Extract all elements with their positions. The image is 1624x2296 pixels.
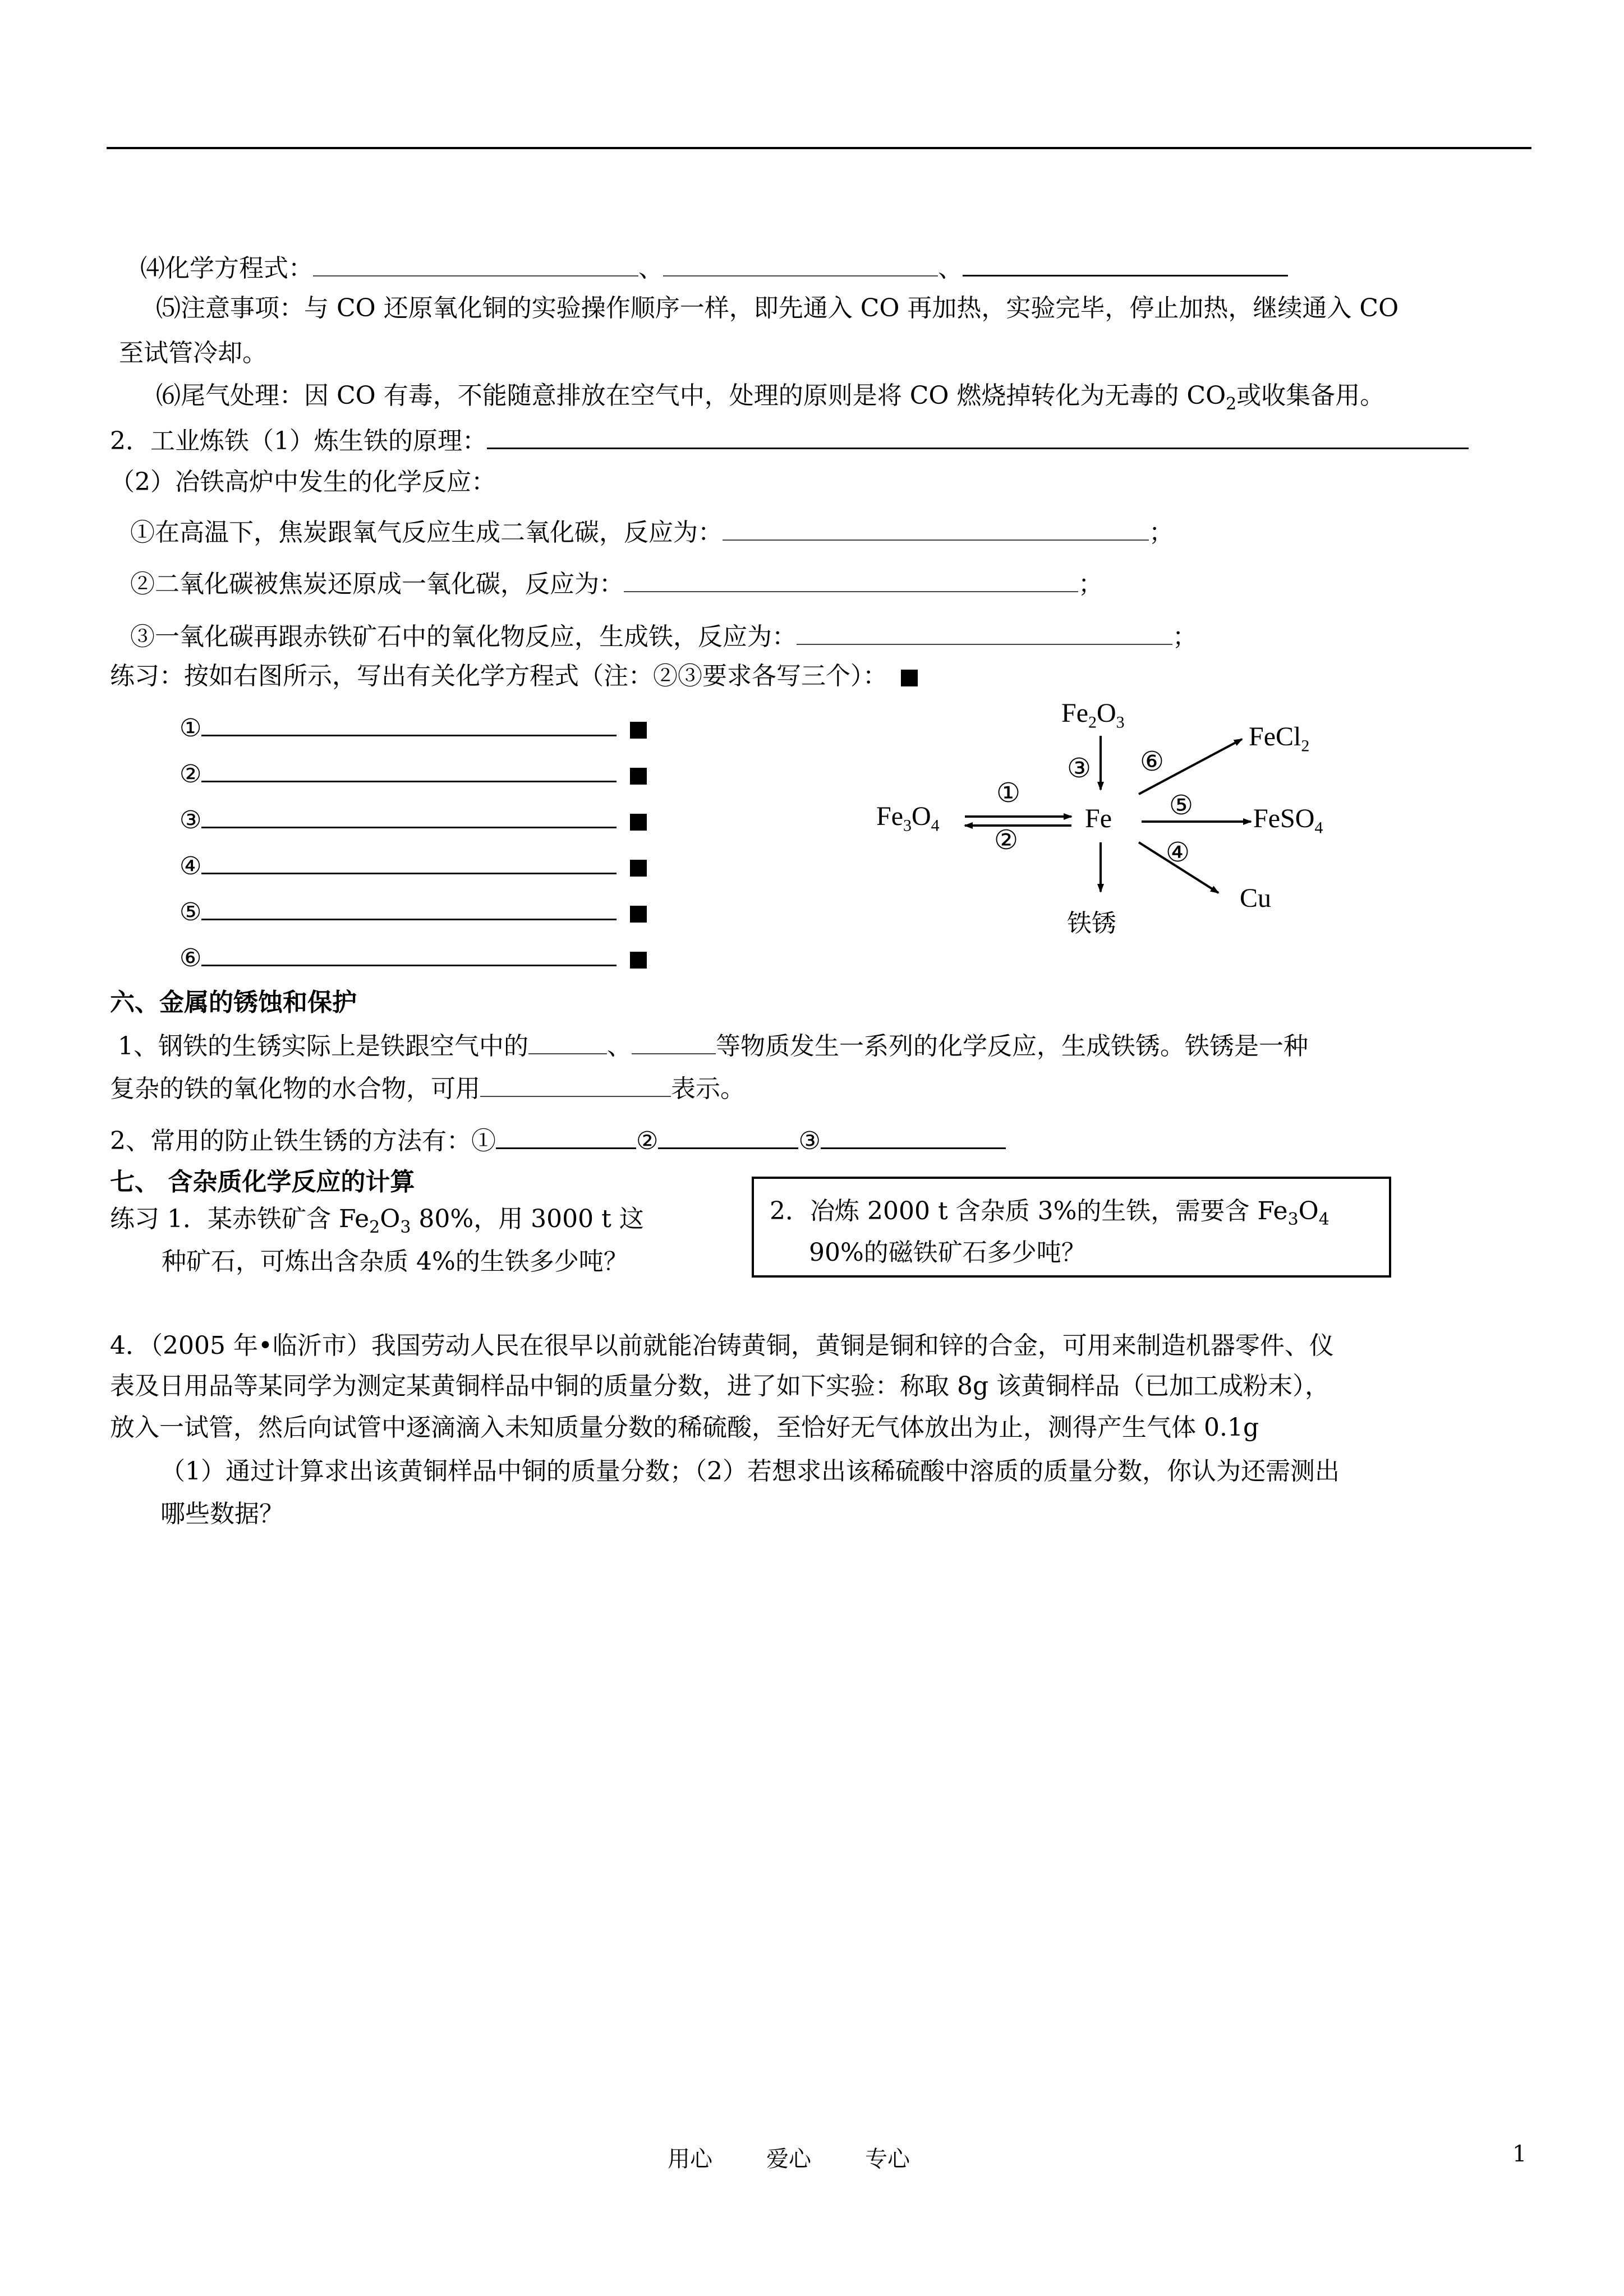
label-cu: Cu — [1240, 883, 1272, 913]
label-circle-3: ③ — [1067, 754, 1092, 783]
rust-blank-2[interactable] — [632, 1029, 716, 1054]
semicolon: ； — [1172, 623, 1197, 651]
reaction-2-text: ②二氧化碳被焦炭还原成一氧化碳，反应为： — [130, 570, 624, 598]
prevent-blank-2[interactable] — [658, 1123, 798, 1149]
label-fecl2 — [1249, 721, 1309, 756]
reaction-1-text: ①在高温下，焦炭跟氧气反应生成二氧化碳，反应为： — [130, 518, 723, 547]
square-marker — [630, 860, 647, 877]
answer-blank[interactable] — [201, 710, 617, 736]
subscript: 2 — [1226, 394, 1237, 414]
ex2-sub1: 3 — [1287, 1209, 1299, 1229]
feso4-sub: 4 — [1314, 818, 1323, 837]
answer-line-2 — [180, 756, 647, 790]
section-6-title: 六、金属的锈蚀和保护 — [110, 988, 357, 1017]
reaction-1 — [130, 515, 1174, 548]
fe2o3-sub2: 3 — [1116, 713, 1125, 732]
rust-line-2 — [110, 1071, 745, 1105]
rust-text-c: 等物质发生一系列的化学反应，生成铁锈。铁锈是一种 — [716, 1032, 1308, 1061]
fe2o3-fe: Fe — [1061, 698, 1088, 728]
ex2-sub2: 4 — [1318, 1209, 1329, 1229]
square-marker — [630, 768, 647, 785]
square-marker — [630, 906, 647, 923]
reaction-3-blank[interactable] — [797, 619, 1172, 645]
fe2o3-o: O — [1097, 698, 1116, 728]
label-circle-6: ⑥ — [1140, 747, 1165, 777]
practice-intro — [110, 661, 918, 692]
ex2-o: O — [1298, 1197, 1319, 1225]
fe3o4-o: O — [912, 801, 931, 831]
answer-line-5 — [180, 894, 647, 928]
answer-blank[interactable] — [201, 802, 617, 828]
reaction-2-blank[interactable] — [624, 566, 1078, 592]
question-4-line3: 放入一试管，然后向试管中逐滴滴入未知质量分数的稀硫酸，至恰好无气体放出为止，测得产生气体 0.1g — [110, 1413, 1259, 1442]
footer-word-3: 专心 — [865, 2146, 910, 2172]
note-6-tail: 或收集备用。 — [1236, 381, 1385, 410]
answer-blank[interactable] — [201, 940, 617, 966]
principle-blank[interactable] — [487, 423, 1469, 449]
label-circle-5: ⑤ — [1169, 791, 1194, 820]
reaction-3-text: ③一氧化碳再跟赤铁矿石中的氧化物反应，生成铁，反应为： — [130, 623, 797, 651]
answer-line-4 — [180, 848, 647, 882]
separator: 、 — [938, 254, 963, 283]
question-4-line2: 表及日用品等某同学为测定某黄铜样品中铜的质量分数，进了如下实验：称取 8g 该黄铜样品（已加工成粉末）， — [110, 1372, 1330, 1400]
question-4-line4: （1）通过计算求出该黄铜样品中铜的质量分数；（2）若想求出该稀硫酸中溶质的质量分数，你认为还需测出 — [160, 1457, 1340, 1486]
fecl2-text: FeCl — [1249, 722, 1301, 751]
rust-line-1 — [118, 1029, 1308, 1062]
answer-blank[interactable] — [201, 848, 617, 874]
label-fe3o4 — [876, 801, 940, 836]
equation-line-4 — [140, 250, 1288, 284]
separator: 、 — [638, 254, 663, 283]
prevent-blank-1[interactable] — [496, 1123, 636, 1149]
ex2-text-a: 2．冶炼 2000 t 含杂质 3%的生铁，需要含 Fe — [770, 1197, 1288, 1225]
answer-number: ① — [180, 714, 202, 743]
fe3o4-sub2: 4 — [931, 816, 940, 835]
blank-2[interactable] — [663, 251, 938, 276]
ex1-sub1: 2 — [369, 1217, 380, 1237]
label-feso4 — [1253, 803, 1323, 838]
reaction-3 — [130, 619, 1197, 653]
equation-label: ⑷化学方程式： — [140, 254, 313, 283]
industrial-title: 2．工业炼铁（1）炼生铁的原理： — [110, 427, 487, 455]
exercise-2-line2: 90%的磁铁矿石多少吨？ — [809, 1238, 1086, 1267]
furnace-title: （2）冶铁高炉中发生的化学反应： — [110, 468, 496, 496]
question-4-line5: 哪些数据？ — [160, 1500, 284, 1528]
rust-text-b: 、 — [607, 1032, 632, 1061]
square-marker — [630, 814, 647, 831]
fe2o3-sub1: 2 — [1088, 713, 1097, 732]
answer-number: ③ — [180, 806, 202, 835]
answer-number: ④ — [180, 852, 202, 880]
label-circle-4: ④ — [1166, 838, 1190, 868]
prevent-line — [110, 1123, 1006, 1157]
answer-line-6 — [180, 940, 647, 974]
note-5-line2: 至试管冷却。 — [119, 339, 267, 367]
rust-text-a: 1、钢铁的生锈实际上是铁跟空气中的 — [118, 1032, 528, 1061]
answer-line-3 — [180, 802, 647, 836]
blank-1[interactable] — [313, 251, 638, 276]
square-marker — [901, 670, 918, 686]
reaction-2 — [130, 566, 1103, 600]
answer-number: ② — [180, 760, 202, 789]
footer-word-1: 用心 — [668, 2146, 712, 2172]
semicolon: ； — [1078, 570, 1103, 598]
feso4-text: FeSO — [1253, 804, 1315, 833]
exercise-1-line1 — [110, 1204, 644, 1243]
label-rust: 铁锈 — [1067, 909, 1116, 938]
exercise-2-line1 — [770, 1196, 1329, 1235]
fe3o4-sub1: 3 — [903, 816, 912, 835]
ex1-o: O — [380, 1205, 401, 1233]
section-7-title: 七、 含杂质化学反应的计算 — [110, 1168, 415, 1196]
header-rule — [107, 147, 1531, 149]
fe3o4-fe: Fe — [876, 801, 903, 831]
ex1-sub2: 3 — [400, 1217, 411, 1237]
label-circle-2: ② — [994, 826, 1019, 855]
rust-formula-blank[interactable] — [480, 1071, 671, 1097]
label-circle-1: ① — [996, 778, 1021, 808]
prevent-number-3: ③ — [798, 1127, 821, 1155]
answer-line-1 — [180, 710, 647, 744]
rust-blank-1[interactable] — [528, 1029, 607, 1054]
label-fe: Fe — [1085, 804, 1112, 833]
note-6-text: ⑹尾气处理：因 CO 有毒，不能随意排放在空气中，处理的原则是将 CO 燃烧掉转化为无毒的 CO — [156, 381, 1226, 410]
answer-blank[interactable] — [201, 894, 617, 920]
answer-number: ⑥ — [180, 944, 202, 972]
page-number: 1 — [1512, 2141, 1527, 2167]
square-marker — [630, 722, 647, 739]
question-4-line1: 4．（2005 年•临沂市）我国劳动人民在很早以前就能冶铸黄铜，黄铜是铜和锌的合金，可用来制造机器零件、仪 — [110, 1331, 1334, 1360]
answer-number: ⑤ — [180, 898, 202, 926]
note-6 — [156, 380, 1384, 420]
reaction-1-blank[interactable] — [723, 515, 1149, 541]
rust-text-d: 复杂的铁的氧化物的水合物，可用 — [110, 1075, 480, 1103]
semicolon: ； — [1149, 518, 1174, 547]
note-5-line1: ⑸注意事项：与 CO 还原氧化铜的实验操作顺序一样，即先通入 CO 再加热，实验完毕，停止加热，继续通入 CO — [156, 294, 1399, 322]
prevent-blank-3[interactable] — [821, 1123, 1006, 1149]
rust-text-e: 表示。 — [671, 1075, 745, 1103]
ex1-text-b: 80%，用 3000 t 这 — [411, 1205, 644, 1233]
ex1-text-a: 练习 1．某赤铁矿含 Fe — [110, 1205, 370, 1233]
square-marker — [630, 952, 647, 969]
exercise-1-line2: 种矿石，可炼出含杂质 4%的生铁多少吨？ — [162, 1247, 628, 1276]
footer-word-2: 爱心 — [766, 2146, 811, 2172]
blank-3[interactable] — [963, 250, 1288, 276]
industrial-iron-line — [110, 423, 1469, 457]
practice-intro-text: 练习：按如右图所示，写出有关化学方程式（注：②③要求各写三个）： — [110, 662, 887, 690]
prevent-number-2: ② — [636, 1127, 659, 1155]
prevent-text: 2、常用的防止铁生锈的方法有：① — [110, 1127, 496, 1155]
answer-blank[interactable] — [201, 756, 617, 782]
label-fe2o3 — [1061, 698, 1125, 732]
fecl2-sub: 2 — [1301, 736, 1310, 755]
